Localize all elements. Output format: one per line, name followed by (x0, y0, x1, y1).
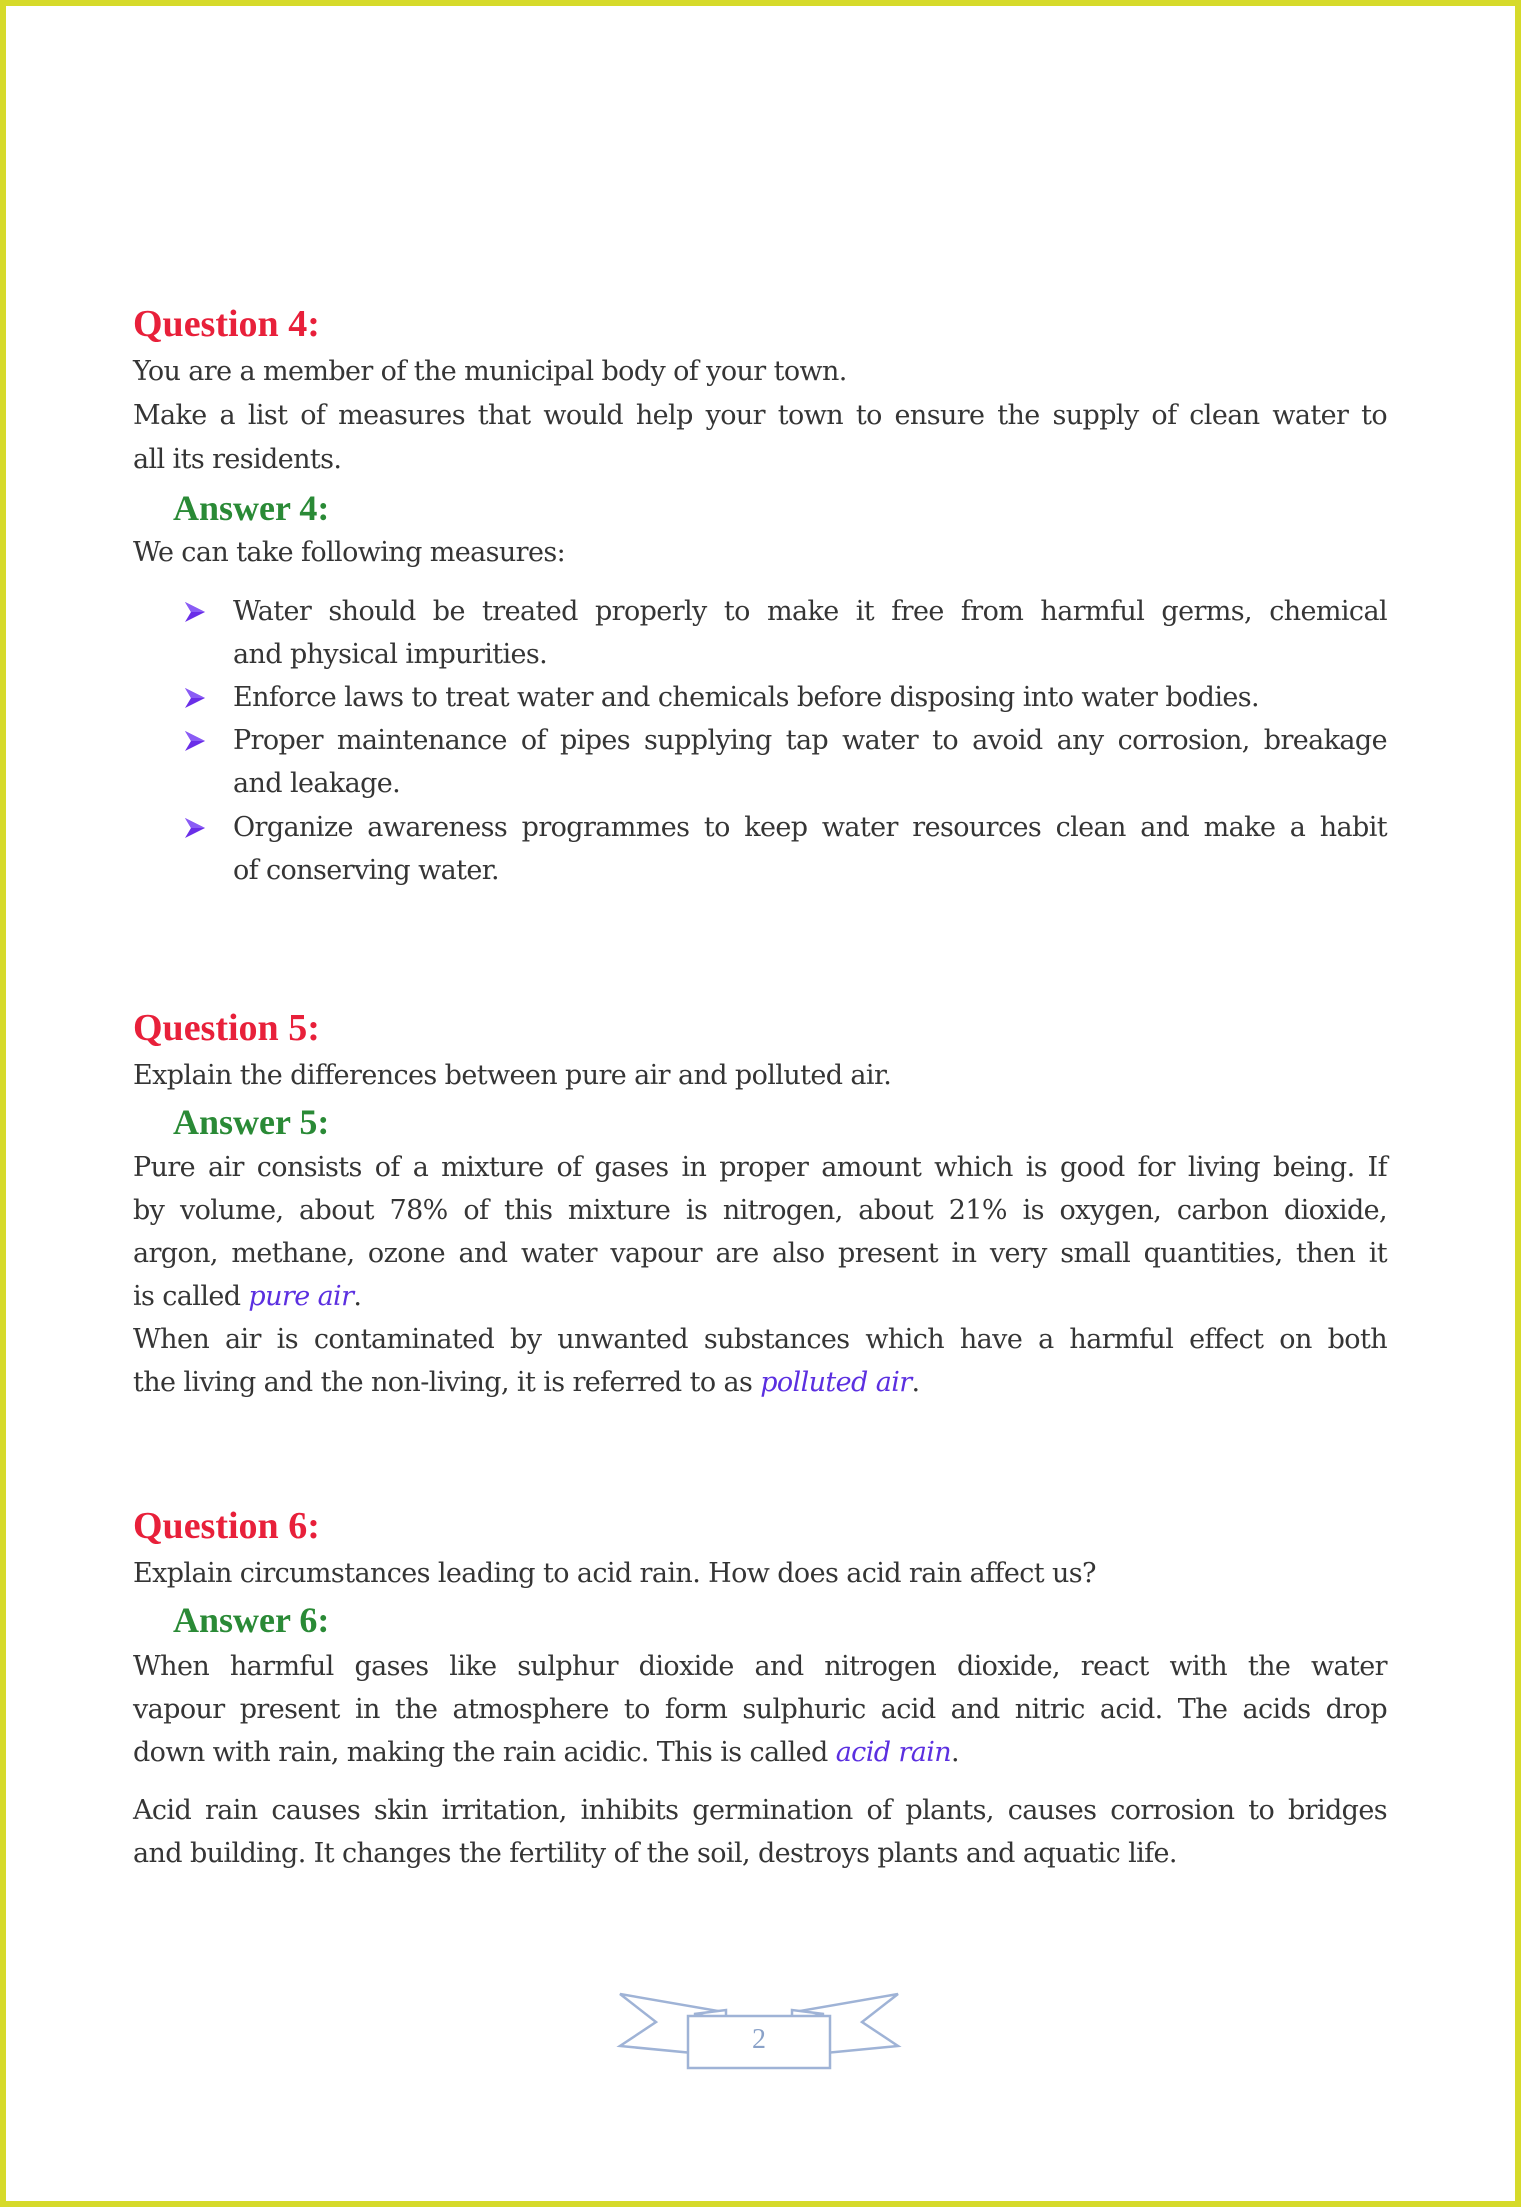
question-4-text-line-2: Make a list of measures that would help your town to ensure the supply of clean water to (133, 400, 1387, 431)
answer-5-line-3: argon, methane, ozone and water vapour are also present in very small quantities, then it (133, 1238, 1387, 1269)
arrowhead-bullet-icon (183, 816, 207, 840)
answer-5-line-4: is called pure air. (133, 1281, 362, 1312)
question-6-text: Explain circumstances leading to acid rain. How does acid rain affect us? (133, 1558, 1096, 1589)
answer-6-line-1: When harmful gases like sulphur dioxide and nitrogen dioxide, react with the water (133, 1651, 1387, 1682)
question-5-text: Explain the differences between pure air and polluted air. (133, 1060, 892, 1091)
list-item-text: Enforce laws to treat water and chemicals before disposing into water bodies. (233, 682, 1260, 713)
question-5-heading: Question 5: (133, 1007, 320, 1049)
question-4-heading: Question 4: (133, 303, 320, 345)
answer-6-line-3: down with rain, making the rain acidic. This is called acid rain. (133, 1737, 960, 1768)
arrowhead-bullet-icon (183, 729, 207, 753)
answer-5-line-1: Pure air consists of a mixture of gases in proper amount which is good for living being. If (133, 1152, 1387, 1183)
list-item-text: Water should be treated properly to make it free from harmful germs, chemical and physical impurities. (233, 596, 1387, 670)
highlight-term-acid-rain: acid rain (835, 1737, 952, 1768)
answer-5-line-5: When air is contaminated by unwanted substances which have a harmful effect on both (133, 1324, 1387, 1355)
answer-4-heading: Answer 4: (173, 488, 330, 528)
list-item-text: Organize awareness programmes to keep water resources clean and make a habit of conserving water. (233, 812, 1387, 886)
answer-6-heading: Answer 6: (173, 1600, 330, 1640)
answer-5-heading: Answer 5: (173, 1102, 330, 1142)
question-4-text-line-1: You are a member of the municipal body of your town. (133, 356, 847, 387)
answer-4-intro: We can take following measures: (133, 537, 566, 568)
page-number: 2 (752, 2024, 766, 2055)
arrowhead-bullet-icon (183, 600, 207, 624)
answer-6-paragraph-2-line-1: Acid rain causes skin irritation, inhibits germination of plants, causes corrosion to bridges (133, 1795, 1387, 1826)
answer-5-line-2: by volume, about 78% of this mixture is nitrogen, about 21% is oxygen, carbon dioxide, (133, 1195, 1387, 1226)
question-4-text-line-3: all its residents. (133, 444, 342, 475)
highlight-term-pure-air: pure air (248, 1281, 354, 1312)
answer-6-line-2: vapour present in the atmosphere to form sulphuric acid and nitric acid. The acids drop (133, 1694, 1387, 1725)
arrowhead-bullet-icon (183, 686, 207, 710)
answer-5-line-6: the living and the non-living, it is referred to as polluted air. (133, 1367, 920, 1398)
question-6-heading: Question 6: (133, 1505, 320, 1547)
list-item-text: Proper maintenance of pipes supplying tap water to avoid any corrosion, breakage and leakage. (233, 725, 1387, 799)
answer-6-paragraph-2-line-2: and building. It changes the fertility of the soil, destroys plants and aquatic life. (133, 1838, 1177, 1869)
highlight-term-polluted-air: polluted air (760, 1367, 912, 1398)
page-number-ribbon (614, 1990, 904, 2070)
